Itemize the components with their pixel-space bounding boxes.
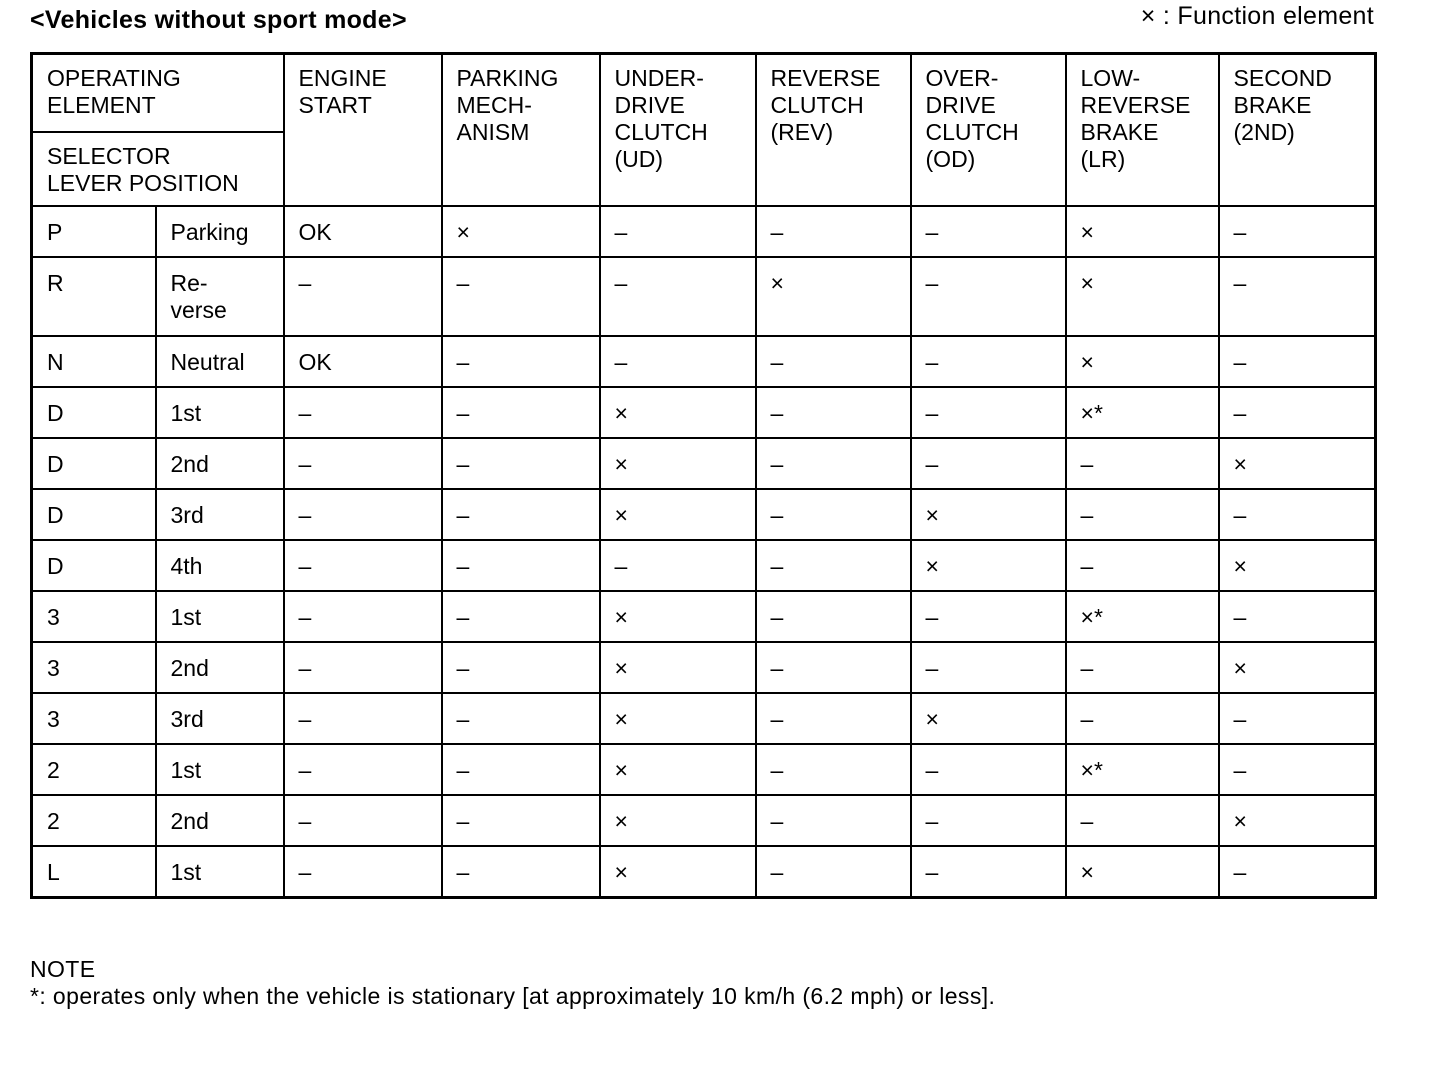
table-row [32, 591, 1376, 642]
cell-reverse-clutch: – [756, 693, 911, 744]
cell-reverse-clutch: – [756, 206, 911, 257]
cell-second-brake: – [1219, 744, 1376, 795]
table-row [32, 795, 1376, 846]
cell-overdrive-clutch: – [911, 591, 1066, 642]
cell-lever-position: L [32, 846, 156, 897]
table-row [32, 257, 1376, 336]
cell-reverse-clutch: – [756, 744, 911, 795]
cell-reverse-clutch: – [756, 489, 911, 540]
cell-lever-position: D [32, 489, 156, 540]
cell-underdrive-clutch: – [600, 206, 756, 257]
cell-reverse-clutch: – [756, 642, 911, 693]
cell-reverse-clutch: – [756, 387, 911, 438]
table-row [32, 642, 1376, 693]
cell-engine-start: – [284, 693, 442, 744]
cell-lever-label: Re- verse [156, 257, 284, 336]
header-reverse-clutch: REVERSE CLUTCH (REV) [756, 54, 911, 207]
cell-overdrive-clutch: – [911, 744, 1066, 795]
cell-reverse-clutch: – [756, 591, 911, 642]
note [30, 956, 995, 1010]
cell-low-reverse-brake: – [1066, 693, 1219, 744]
cell-engine-start: – [284, 591, 442, 642]
header-selector-lever-position: SELECTOR LEVER POSITION [32, 132, 284, 206]
cell-lever-position: D [32, 387, 156, 438]
cell-underdrive-clutch: – [600, 257, 756, 336]
cell-underdrive-clutch: × [600, 795, 756, 846]
cell-overdrive-clutch: × [911, 489, 1066, 540]
cell-second-brake: – [1219, 591, 1376, 642]
cell-underdrive-clutch: × [600, 489, 756, 540]
cell-overdrive-clutch: × [911, 693, 1066, 744]
cell-lever-position: 3 [32, 693, 156, 744]
cell-overdrive-clutch: – [911, 206, 1066, 257]
cell-second-brake: × [1219, 540, 1376, 591]
table-row [32, 693, 1376, 744]
cell-engine-start: – [284, 540, 442, 591]
table-row [32, 744, 1376, 795]
cell-second-brake: – [1219, 206, 1376, 257]
cell-parking-mechanism: – [442, 387, 600, 438]
cell-overdrive-clutch: × [911, 540, 1066, 591]
cell-underdrive-clutch: × [600, 387, 756, 438]
cell-lever-position: D [32, 438, 156, 489]
cell-lever-position: P [32, 206, 156, 257]
cell-low-reverse-brake: × [1066, 257, 1219, 336]
table-row [32, 387, 1376, 438]
cell-second-brake: – [1219, 489, 1376, 540]
cell-lever-position: R [32, 257, 156, 336]
header-operating-element: OPERATING ELEMENT [32, 54, 284, 133]
cell-engine-start: – [284, 438, 442, 489]
cell-lever-position: 2 [32, 795, 156, 846]
cell-overdrive-clutch: – [911, 257, 1066, 336]
cell-lever-position: N [32, 336, 156, 387]
cell-lever-label: 1st [156, 846, 284, 897]
cell-reverse-clutch: – [756, 540, 911, 591]
cell-lever-label: 2nd [156, 642, 284, 693]
function-element-table [30, 52, 1377, 899]
cell-underdrive-clutch: × [600, 846, 756, 897]
cell-low-reverse-brake: – [1066, 540, 1219, 591]
page-title: <Vehicles without sport mode> [30, 6, 407, 34]
header-overdrive-clutch: OVER- DRIVE CLUTCH (OD) [911, 54, 1066, 207]
cell-lever-label: Parking [156, 206, 284, 257]
cell-engine-start: – [284, 257, 442, 336]
cell-lever-label: 1st [156, 744, 284, 795]
table-row [32, 846, 1376, 897]
cell-engine-start: OK [284, 206, 442, 257]
header-low-reverse-brake: LOW- REVERSE BRAKE (LR) [1066, 54, 1219, 207]
cell-overdrive-clutch: – [911, 846, 1066, 897]
cell-parking-mechanism: × [442, 206, 600, 257]
cell-parking-mechanism: – [442, 642, 600, 693]
cell-second-brake: × [1219, 642, 1376, 693]
cell-lever-label: 1st [156, 591, 284, 642]
cell-reverse-clutch: – [756, 438, 911, 489]
table-row [32, 489, 1376, 540]
cell-engine-start: OK [284, 336, 442, 387]
cell-overdrive-clutch: – [911, 438, 1066, 489]
cell-lever-label: 1st [156, 387, 284, 438]
cell-reverse-clutch: – [756, 336, 911, 387]
cell-parking-mechanism: – [442, 591, 600, 642]
cell-parking-mechanism: – [442, 693, 600, 744]
cell-low-reverse-brake: – [1066, 642, 1219, 693]
cell-second-brake: × [1219, 438, 1376, 489]
cell-lever-position: 3 [32, 591, 156, 642]
cell-parking-mechanism: – [442, 438, 600, 489]
cell-overdrive-clutch: – [911, 387, 1066, 438]
cell-lever-position: D [32, 540, 156, 591]
header-engine-start: ENGINE START [284, 54, 442, 207]
header-second-brake: SECOND BRAKE (2ND) [1219, 54, 1376, 207]
cell-engine-start: – [284, 642, 442, 693]
legend: × : Function element [1140, 2, 1374, 30]
cell-lever-label: 2nd [156, 795, 284, 846]
table-row [32, 438, 1376, 489]
cell-low-reverse-brake: × [1066, 846, 1219, 897]
cell-second-brake: – [1219, 387, 1376, 438]
cell-second-brake: × [1219, 795, 1376, 846]
cell-second-brake: – [1219, 336, 1376, 387]
cell-engine-start: – [284, 489, 442, 540]
cell-reverse-clutch: – [756, 795, 911, 846]
cell-reverse-clutch: – [756, 846, 911, 897]
header-parking-mechanism: PARKING MECH- ANISM [442, 54, 600, 207]
cell-engine-start: – [284, 795, 442, 846]
header-row-operating [32, 54, 1376, 133]
cell-low-reverse-brake: – [1066, 489, 1219, 540]
cell-lever-label: 3rd [156, 693, 284, 744]
cell-underdrive-clutch: × [600, 591, 756, 642]
cell-low-reverse-brake: ×* [1066, 591, 1219, 642]
cell-lever-label: 2nd [156, 438, 284, 489]
cell-second-brake: – [1219, 846, 1376, 897]
cell-underdrive-clutch: – [600, 336, 756, 387]
cell-underdrive-clutch: × [600, 438, 756, 489]
cell-lever-label: 3rd [156, 489, 284, 540]
cell-underdrive-clutch: × [600, 693, 756, 744]
header-underdrive-clutch: UNDER- DRIVE CLUTCH (UD) [600, 54, 756, 207]
cell-parking-mechanism: – [442, 795, 600, 846]
cell-parking-mechanism: – [442, 257, 600, 336]
cell-lever-label: 4th [156, 540, 284, 591]
cell-underdrive-clutch: × [600, 642, 756, 693]
cell-overdrive-clutch: – [911, 795, 1066, 846]
cell-parking-mechanism: – [442, 744, 600, 795]
cell-lever-label: Neutral [156, 336, 284, 387]
cell-second-brake: – [1219, 257, 1376, 336]
cell-parking-mechanism: – [442, 489, 600, 540]
cell-underdrive-clutch: × [600, 744, 756, 795]
cell-low-reverse-brake: × [1066, 206, 1219, 257]
table-row [32, 540, 1376, 591]
cell-engine-start: – [284, 846, 442, 897]
cell-reverse-clutch: × [756, 257, 911, 336]
note-heading: NOTE [30, 956, 96, 982]
cell-low-reverse-brake: – [1066, 795, 1219, 846]
cell-lever-position: 3 [32, 642, 156, 693]
table-row [32, 336, 1376, 387]
cell-low-reverse-brake: × [1066, 336, 1219, 387]
cell-engine-start: – [284, 387, 442, 438]
cell-parking-mechanism: – [442, 336, 600, 387]
cell-low-reverse-brake: ×* [1066, 744, 1219, 795]
cell-low-reverse-brake: – [1066, 438, 1219, 489]
cell-engine-start: – [284, 744, 442, 795]
cell-lever-position: 2 [32, 744, 156, 795]
table-row [32, 206, 1376, 257]
cell-parking-mechanism: – [442, 846, 600, 897]
cell-overdrive-clutch: – [911, 336, 1066, 387]
cell-second-brake: – [1219, 693, 1376, 744]
cell-underdrive-clutch: – [600, 540, 756, 591]
note-text: *: operates only when the vehicle is stationary [at approximately 10 km/h (6.2 mph) or less]. [30, 983, 996, 1009]
cell-low-reverse-brake: ×* [1066, 387, 1219, 438]
cell-overdrive-clutch: – [911, 642, 1066, 693]
cell-parking-mechanism: – [442, 540, 600, 591]
